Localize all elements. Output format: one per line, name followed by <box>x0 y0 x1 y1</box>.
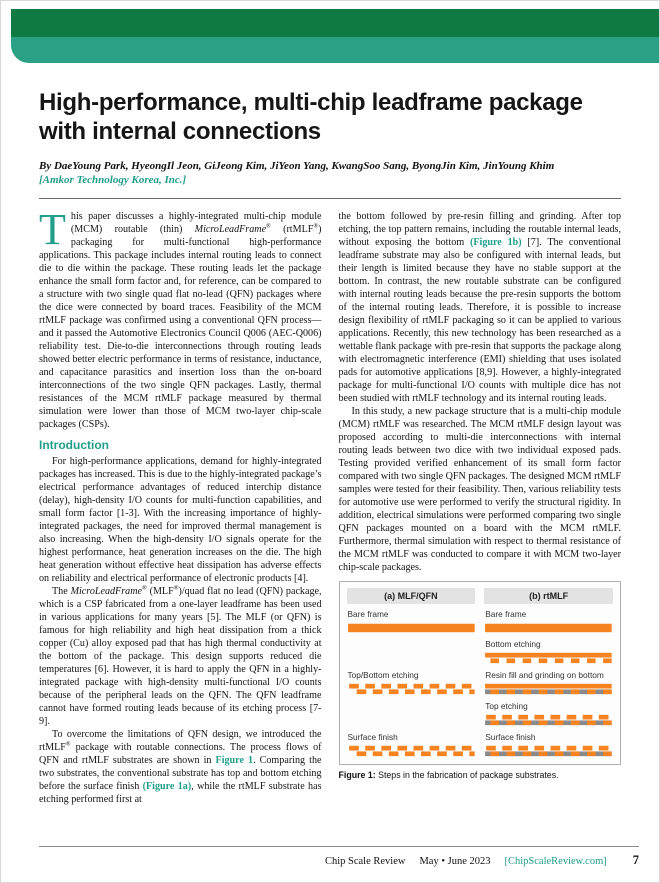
figure-step <box>484 609 613 635</box>
figure-panel-title: (b) rtMLF <box>484 588 613 604</box>
footer-journal: Chip Scale Review <box>324 856 406 867</box>
substrate-graphic <box>347 681 476 696</box>
journal-header <box>1 1 659 63</box>
page-number: 7 <box>632 853 639 867</box>
figure-step <box>347 670 476 696</box>
figure-step <box>484 670 613 696</box>
paragraph: The MicroLeadFrame® (MLF®)/quad flat no lead (QFN) package, which is a CSP fabricated from a one-layer leadframe has been used in various applications for many years [5]. The MLF (or QFN) is famous for high reliability and high heat dissipation from a thick copper (Cu) alloy exposed pad that has high thermal conductivity at the bottom of the package. This design supports reduced die temperatures [6]. However, it is hard to apply the QFN in a highly-integrated package with high-density multi-functional I/O counts because of the peripheral leads on the QFN. The QFN leadframe cannot have formed routing leads because of its etching process [7-9]. <box>39 584 322 727</box>
header-band-teal <box>11 37 659 63</box>
figure-caption <box>339 770 622 780</box>
substrate-graphic <box>484 650 613 665</box>
article-body <box>39 210 621 862</box>
page-footer <box>39 846 639 868</box>
figure-step-label: Bare frame <box>347 608 389 619</box>
figure-panel <box>484 588 613 758</box>
paragraph: This paper discusses a highly-integrated multi-chip module (MCM) routable (thin) MicroLeadFrame® (rtMLF®) packaging for multi-functional high-performance applications. This package includes internal routing leads to connect die to die within the package. These routing leads let the package enhance the small form factor and, for reference, can be compared to a structure with two single quad flat no-lead (QFN) packages where the dice were connected by board traces. Feasibility of the MCM rtMLF package was confirmed using a conventional QFN process—and it passed the Automotive Electronics Council Q006 (AEC-Q006) reliability test. Die-to-die interconnections through routing leads showed better electric performance in terms of resistance, inductance, and capacitance parasitics and insertion loss than the on-board interconnections of the two single QFN packages. Lastly, thermal resistances of the MCM rtMLF package measured by thermal simulation were lower than those of MCM two-layer chip-scale packages (CSPs). <box>39 209 322 430</box>
header-divider <box>39 198 621 199</box>
column-right-text <box>339 210 622 574</box>
section-heading: Introduction <box>39 437 109 452</box>
substrate-graphic <box>484 743 613 758</box>
figure-step-label: Top/Bottom etching <box>347 670 419 681</box>
figure-step-label: Surface finish <box>485 731 536 742</box>
figure-caption-text: Steps in the fabrication of package substrates. <box>375 769 559 780</box>
figure-step-label: Bare frame <box>485 608 527 619</box>
figure-step-label: Resin fill and grinding on bottom <box>485 670 604 681</box>
column-right <box>339 210 622 862</box>
figure-step <box>484 639 613 665</box>
substrate-graphic <box>484 681 613 696</box>
substrate-graphic <box>347 743 476 758</box>
figure-panels <box>339 581 622 765</box>
paragraph: For high-performance applications, demand for highly-integrated packages has increased. This is due to the highly-integrated package’s electrical performance advantages of reduced interchip distance (delay), high-density I/O counts for multi-function capabilities, and small form factor [1-3]. With the increasing importance of highly-integrated packages, the need for improved thermal management is also increasing. When the high-density I/O signals operate for the highest performance, heat generation increases on the die. The high heat generation without effective heat dissipation has adverse effects on reliability and electrical performance of electronic products [4]. <box>39 455 322 584</box>
figure-step <box>347 609 476 635</box>
article-title: High-performance, multi-chip leadframe package with internal connections <box>39 89 583 145</box>
substrate-graphic <box>484 620 613 635</box>
figure-step-label: Surface finish <box>347 731 398 742</box>
footer-site-link: [ChipScaleReview.com] <box>504 856 607 867</box>
figure-step-label: Top etching <box>485 700 528 711</box>
figure-panel <box>347 588 476 758</box>
figure-1 <box>339 581 622 780</box>
substrate-graphic <box>484 712 613 727</box>
paragraph: To overcome the limitations of QFN design, we introduced the rtMLF® package with routable connections. The process flows of QFN and rtMLF substrates are shown in Figure 1. Comparing the two substrates, the conventional substrate has top and bottom etching before the surface finish (Figure 1a), while the rtMLF substrate has etching performed first at <box>39 728 322 805</box>
paragraph: the bottom followed by pre-resin filling and grinding. After top etching, the top pattern remains, including the routable internal leads, without exposing the bottom (Figure 1b) [7]. The conventional leadframe substrate may also be configured with internal leads, but their length is limited because they have no stable support at the bottom. In contrast, the new routable substrate can be configured with internal routing leads because the pre-resin supports the bottom of the internal routing leads. Therefore, it is possible to increase design flexibility of rtMLF packaging so it can be applied to various applications. Recently, this new technology has been researched as a wettable flank package with pre-resin that supports the package along with electromagnetic interference (EMI) shielding that uses isolated pads for automotive applications [8,9]. However, a highly-integrated package for multi-functional I/O counts with multiple dice has not been studied with rtMLF technology and its internal routing leads. <box>338 210 621 404</box>
header-band-dark <box>11 9 659 37</box>
figure-step <box>484 701 613 727</box>
footer-issue: May • June 2023 <box>419 856 491 867</box>
affiliation: [Amkor Technology Korea, Inc.] <box>39 173 187 186</box>
paragraph: In this study, a new package structure that is a multi-chip module (MCM) rtMLF was researched. The MCM rtMLF design layout was proposed according to multi-die interconnections with internal routing leads between two dice with two individual exposed pads. Testing provided verified enhancement of its small form factor compared with two single QFN packages. The designed MCM rtMLF samples were tested for their feasibility. Then, various reliability tests for automotive use were performed to verify the structural rigidity. In addition, electrical simulations were performed comparing two single QFN packages mounted on a board with the MCM rtMLF. Furthermore, thermal simulation with respect to thermal resistance of the MCM rtMLF was conducted to compare it with MCM two-layer chip-scale packages. <box>338 405 621 573</box>
substrate-graphic <box>347 620 476 635</box>
figure-step <box>484 732 613 758</box>
figure-steps <box>484 604 613 758</box>
column-left <box>39 210 322 862</box>
figure-steps <box>347 604 476 758</box>
figure-caption-label: Figure 1: <box>338 769 376 780</box>
figure-panel-title: (a) MLF/QFN <box>347 588 476 604</box>
figure-step <box>347 732 476 758</box>
drop-cap: T <box>39 209 66 254</box>
byline: By DaeYoung Park, HyeongIl Jeon, GiJeong Kim, JiYeon Yang, KwangSoo Sang, ByongJin Kim, JinYoung Khim <box>39 159 555 172</box>
figure-step-label: Bottom etching <box>485 639 541 650</box>
